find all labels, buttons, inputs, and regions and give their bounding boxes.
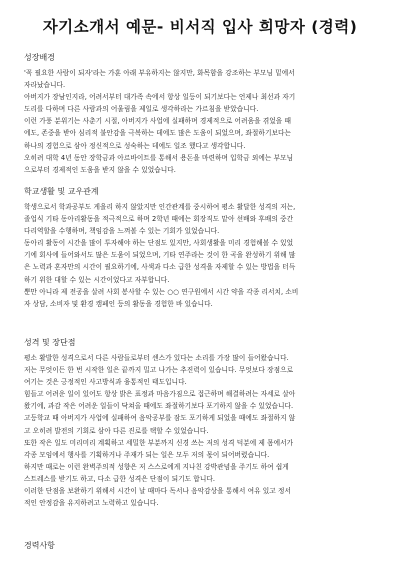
text-line: 하지만 때로는 이런 완벽주의적 성향은 저 스스로에게 지나친 강박관념을 주기도 하여 쉽게 <box>24 462 289 471</box>
text-line: 힘들고 어려운 일이 있어도 항상 밝은 표정과 마음가짐으로 접근하며 해결하려는 자세로 살아 <box>24 390 296 399</box>
text-line: 또한 작은 일도 미리미리 계획하고 세밀한 부분까지 신경 쓰는 저의 성격 덕분에 제 몸에서가 <box>24 438 294 447</box>
text-line: 적인 안정감을 유지하려고 노력하고 있습니다. <box>24 499 159 508</box>
text-line: 고 오히려 발전의 기회로 삼아 다른 진로를 택할 수 있었습니다. <box>24 426 209 435</box>
text-line: 으로부터 경제적인 도움을 받지 않을 수 있었습니다. <box>24 165 176 174</box>
section-heading: 학교생활 및 교우관계 <box>24 187 99 196</box>
text-line: 여기는 것은 긍정적인 사고방식과 융통적인 태도입니다. <box>24 378 187 387</box>
text-line: 왔기에, 과감 작은 어려운 일들이 닥쳐올 때에도 좌절하기보다 포기하지 않을 수 있었습니다. <box>24 402 294 411</box>
text-line: 은 노력과 혼자만의 시간이 필요하기에, 사색과 다소 급한 성격을 자제할 수 있는 방법을 터득 <box>24 263 296 272</box>
text-line: 학생으로서 학과공부도 게을리 하지 않았지만 인간관계를 중시하여 평소 활달한 성격의 저는, <box>24 203 296 211</box>
text-line: 아버지가 장남인지라, 어려서부터 대가족 속에서 항상 일등이 되기보다는 언제나 최선과 자기 <box>24 93 296 102</box>
text-line: 에도, 존중을 받아 심리적 불안감을 극복하는 데에도 많은 도움이 되었으며, 좌절하기보다는 <box>24 129 291 138</box>
text-line: 이런 가풍 분위기는 사춘기 시절, 아버지가 사업에 실패하며 경제적으로 어려움을 겪었을 때 <box>24 117 291 126</box>
section-heading: 경력사항 <box>24 541 55 550</box>
section-heading: 성장배경 <box>24 53 55 62</box>
section-body <box>24 352 380 509</box>
section-heading: 성격 및 장단점 <box>24 338 76 347</box>
text-line: 도리를 다하며 다른 사람과의 어울림을 제일로 생각하라는 가르침을 받았습니다. <box>24 105 259 114</box>
text-line: 고등학교 때 아버지가 사업에 실패하여 음악공부를 잠도 포기하게 되었을 때에도 좌절하지 않 <box>24 414 296 423</box>
section-body <box>24 201 380 310</box>
text-line: 졸업식 기타 동아리활동을 적극적으로 하며 2학년 때에는 회장직도 맡아 선배와 후배의 중간 <box>24 215 294 224</box>
text-line: 각종 모임에서 행사를 기획하거나 주재가 되는 일은 모두 저의 몫이 되어버렸습니다. <box>24 450 270 459</box>
text-line: 오히려 대학 4년 동안 장학금과 아르바이트를 통해서 용돈을 마련하며 입학금 외에는 부모님 <box>24 153 294 162</box>
text-line: 스트레스를 받기도 하고, 다소 급한 성격은 단점이 되기도 합니다. <box>24 474 216 483</box>
text-line: 자라났습니다. <box>24 81 66 90</box>
text-line: 하나의 경험으로 삼아 정신적으로 성숙하는 데에도 일조 했다고 생각합니다. <box>24 141 246 150</box>
section-school-life <box>24 186 380 310</box>
section-growth-background <box>24 52 380 176</box>
section-body <box>24 67 380 176</box>
text-line: 다리역할을 수행하며, 책임감을 느껴볼 수 있는 기회가 있었습니다. <box>24 227 220 236</box>
text-line: 하기 위한 대할 수 있는 시간이었다고 자부합니다. <box>24 275 170 284</box>
text-line: 기에 회사에 들어와서도 많은 도움이 되었으며, 기타 연주라는 것이 한 곡을 완성하기 위해 많 <box>24 251 296 260</box>
section-personality <box>24 337 380 509</box>
text-line: 평소 활발한 성격으로서 다른 사람들로부터 센스가 있다는 소리를 가장 많이 들어왔습니다. <box>24 354 289 362</box>
text-line: 뿐만 아니라 제 전공을 살려 사회 봉사할 수 있는 ○○ 연구원에서 시간 약을 각종 리서치, 소비 <box>24 287 299 296</box>
text-line: 동아리 활동이 시간을 많이 투자해야 하는 단점도 있지만, 사회생활을 미리 경험해볼 수 있었 <box>24 239 294 248</box>
section-career <box>24 540 380 551</box>
text-line: 저는 무엇이든 한 번 시작한 일은 끝까지 밀고 나가는 추진력이 있습니다. 무엇보다 장점으로 <box>24 366 294 375</box>
text-line: '꼭 필요한 사람이 되자'라는 가훈 아래 부유하지는 않지만, 화목함을 강조하는 부모님 밑에서 <box>24 69 295 77</box>
text-line: 자 상담, 소비자 및 환경 캠페인 등의 활동을 경험한 바 있습니다. <box>24 299 213 308</box>
document-title: 자기소개서 예문- 비서직 입사 희망자 (경력) <box>42 18 358 36</box>
text-line: 이러한 단점을 보완하기 위해서 시간이 날 때마다 독서나 음악감상을 통해서 여유 있고 정서 <box>24 487 291 496</box>
